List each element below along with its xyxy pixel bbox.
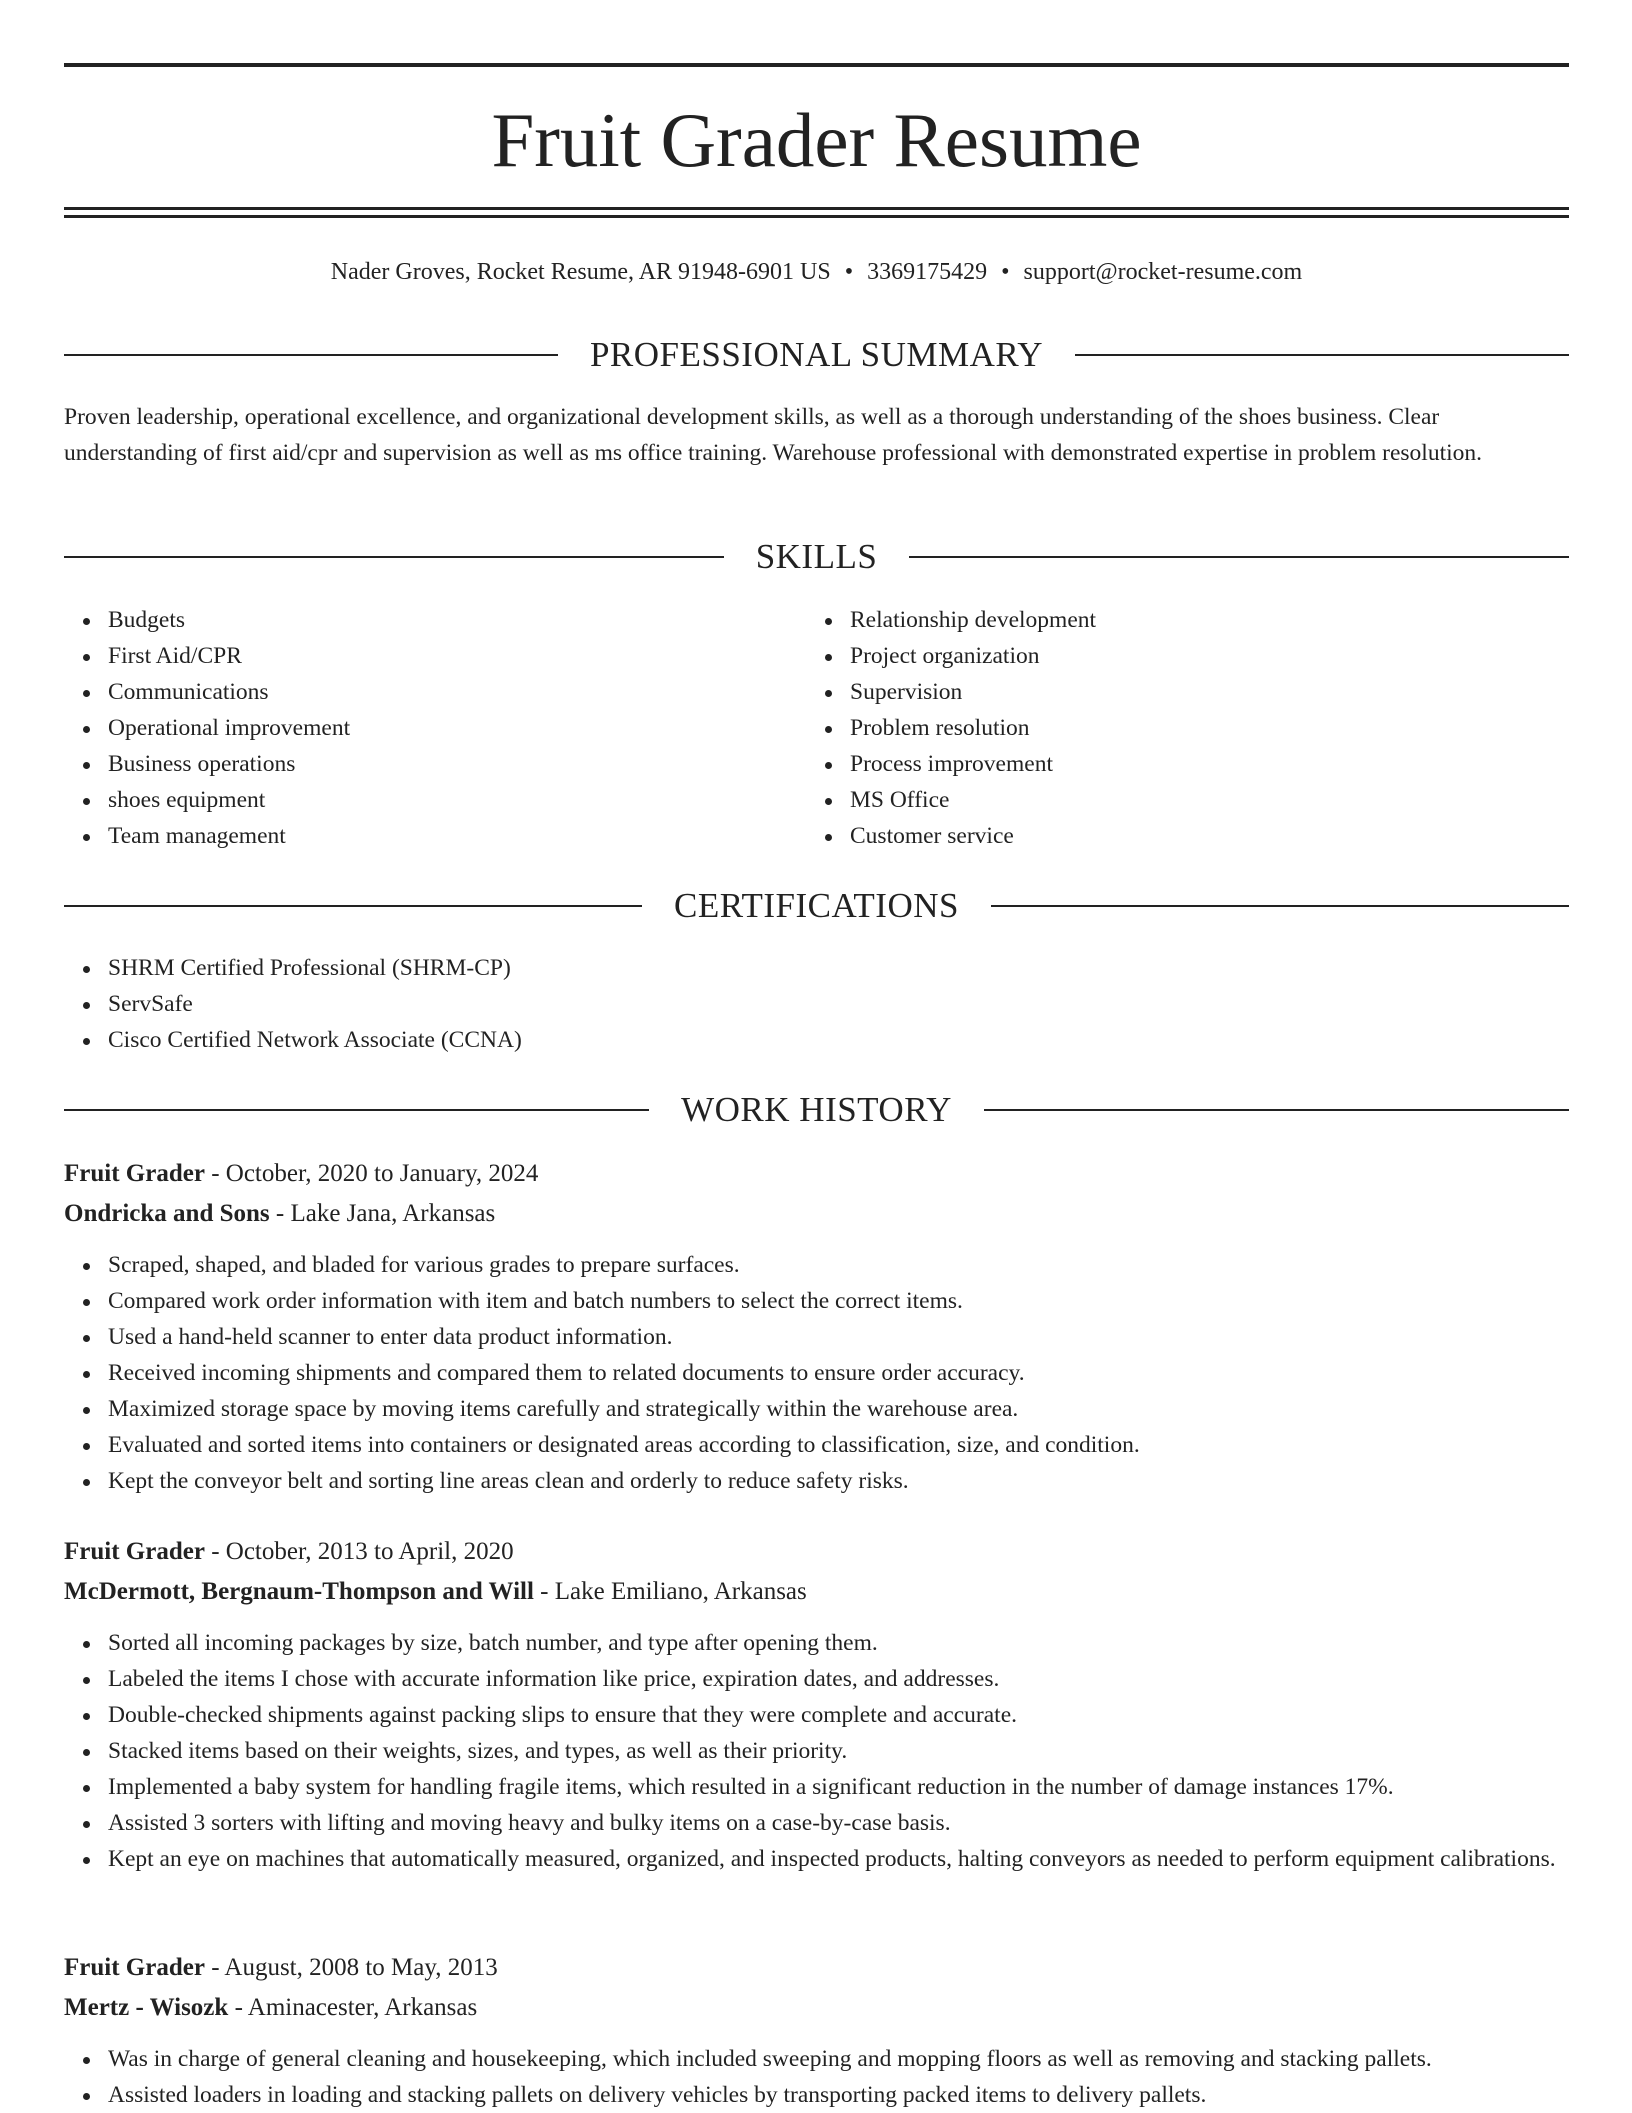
job-company: Ondricka and Sons	[64, 1200, 270, 1227]
skill-item: Process improvement	[850, 746, 1548, 782]
job-location: - Lake Jana, Arkansas	[269, 1200, 496, 1227]
job-entry	[64, 1949, 1569, 2113]
section-rule	[64, 905, 642, 907]
job-bullet: Kept an eye on machines that automatically measured, organized, and inspected products, halting conveyors as needed to perform equipment calibrations.	[108, 1841, 1569, 1877]
section-title-work-history: WORK HISTORY	[681, 1090, 952, 1129]
contact-line	[64, 254, 1569, 290]
job-dates: - October, 2013 to April, 2020	[204, 1538, 514, 1565]
contact-phone: 3369175429	[867, 259, 988, 285]
section-rule	[1075, 354, 1569, 356]
job-title: Fruit Grader	[64, 1954, 205, 1981]
section-rule	[991, 905, 1569, 907]
job-bullet: Scraped, shaped, and bladed for various grades to prepare surfaces.	[108, 1247, 1569, 1283]
job-bullet: Sorted all incoming packages by size, batch number, and type after opening them.	[108, 1625, 1569, 1661]
job-bullets	[64, 1247, 1569, 1499]
job-company-line	[64, 1573, 1569, 1611]
job-bullet: Maximized storage space by moving items carefully and strategically within the warehouse area.	[108, 1391, 1569, 1427]
contact-email: support@rocket-resume.com	[1023, 259, 1303, 285]
job-bullet: Assisted loaders in loading and stacking pallets on delivery vehicles by transporting packed items to delivery pallets.	[108, 2077, 1569, 2113]
job-title-line	[64, 1155, 1569, 1193]
job-entry	[64, 1533, 1569, 1877]
section-rule	[64, 1109, 649, 1111]
section-title-certifications: CERTIFICATIONS	[674, 886, 959, 925]
skills-column-right	[806, 602, 1548, 854]
job-company: McDermott, Bergnaum-Thompson and Will	[64, 1578, 534, 1605]
job-bullet: Evaluated and sorted items into containers or designated areas according to classification, size, and condition.	[108, 1427, 1569, 1463]
skills-list-right	[806, 602, 1548, 854]
job-bullet: Stacked items based on their weights, sizes, and types, as well as their priority.	[108, 1733, 1569, 1769]
certifications-list	[64, 950, 1569, 1058]
skill-item: Supervision	[850, 674, 1548, 710]
skills-column-left	[64, 602, 806, 854]
skill-item: Communications	[108, 674, 806, 710]
contact-separator: •	[844, 259, 854, 285]
job-bullet: Used a hand-held scanner to enter data product information.	[108, 1319, 1569, 1355]
section-header-summary	[64, 333, 1569, 377]
skill-item: First Aid/CPR	[108, 638, 806, 674]
section-title-skills: SKILLS	[755, 537, 878, 576]
job-bullet: Kept the conveyor belt and sorting line areas clean and orderly to reduce safety risks.	[108, 1463, 1569, 1499]
job-location: - Lake Emiliano, Arkansas	[533, 1578, 807, 1605]
summary-text: Proven leadership, operational excellence, and organizational development skills, as well as a thorough understanding of the shoes business. Clear understanding of first aid/cpr and supervision as well as ms office training. Warehouse professional with demonstrated expertise in problem resolution.	[64, 404, 1482, 466]
job-title: Fruit Grader	[64, 1538, 205, 1565]
job-bullets	[64, 2041, 1569, 2113]
job-company-line	[64, 1989, 1569, 2027]
job-bullet: Double-checked shipments against packing slips to ensure that they were complete and accurate.	[108, 1697, 1569, 1733]
section-header-skills	[64, 535, 1569, 579]
job-bullet: Assisted 3 sorters with lifting and moving heavy and bulky items on a case-by-case basis.	[108, 1805, 1569, 1841]
job-title-line	[64, 1533, 1569, 1571]
top-rule	[64, 63, 1569, 67]
job-dates: - October, 2020 to January, 2024	[204, 1160, 539, 1187]
job-title-line	[64, 1949, 1569, 1987]
skill-item: Team management	[108, 818, 806, 854]
section-rule	[984, 1109, 1569, 1111]
page-title: Fruit Grader Resume	[491, 97, 1142, 183]
skills-list-left	[64, 602, 806, 854]
section-header-work-history	[64, 1088, 1569, 1132]
job-bullet: Labeled the items I chose with accurate information like price, expiration dates, and addresses.	[108, 1661, 1569, 1697]
contact-separator: •	[1001, 259, 1010, 285]
skill-item: MS Office	[850, 782, 1548, 818]
skill-item: Business operations	[108, 746, 806, 782]
section-rule	[909, 556, 1569, 558]
job-entry	[64, 1155, 1569, 1499]
title-rule-upper	[64, 207, 1569, 210]
section-title-summary: PROFESSIONAL SUMMARY	[589, 335, 1044, 374]
section-header-certifications	[64, 884, 1569, 928]
skill-item: Relationship development	[850, 602, 1548, 638]
job-bullet: Implemented a baby system for handling fragile items, which resulted in a significant reduction in the number of damage instances 17%.	[108, 1769, 1569, 1805]
job-company-line	[64, 1195, 1569, 1233]
skill-item: Project organization	[850, 638, 1548, 674]
job-company: Mertz - Wisozk	[64, 1994, 229, 2021]
certification-item: Cisco Certified Network Associate (CCNA)	[108, 1022, 1569, 1058]
skill-item: Operational improvement	[108, 710, 806, 746]
job-dates: - August, 2008 to May, 2013	[204, 1954, 498, 1981]
certification-item: ServSafe	[108, 986, 1569, 1022]
job-bullet: Received incoming shipments and compared them to related documents to ensure order accuracy.	[108, 1355, 1569, 1391]
skill-item: Customer service	[850, 818, 1548, 854]
title-rule-lower	[64, 215, 1569, 218]
job-bullet: Compared work order information with item and batch numbers to select the correct items.	[108, 1283, 1569, 1319]
skill-item: Problem resolution	[850, 710, 1548, 746]
section-rule	[64, 354, 558, 356]
skill-item: Budgets	[108, 602, 806, 638]
certifications-block	[64, 950, 1569, 1058]
job-title: Fruit Grader	[64, 1160, 205, 1187]
job-location: - Aminacester, Arkansas	[228, 1994, 478, 2021]
section-rule	[64, 556, 724, 558]
certification-item: SHRM Certified Professional (SHRM-CP)	[108, 950, 1569, 986]
skill-item: shoes equipment	[108, 782, 806, 818]
job-bullet: Was in charge of general cleaning and housekeeping, which included sweeping and mopping floors as well as removing and stacking pallets.	[108, 2041, 1569, 2077]
job-bullets	[64, 1625, 1569, 1877]
contact-address: Nader Groves, Rocket Resume, AR 91948-6901 US	[330, 259, 831, 285]
